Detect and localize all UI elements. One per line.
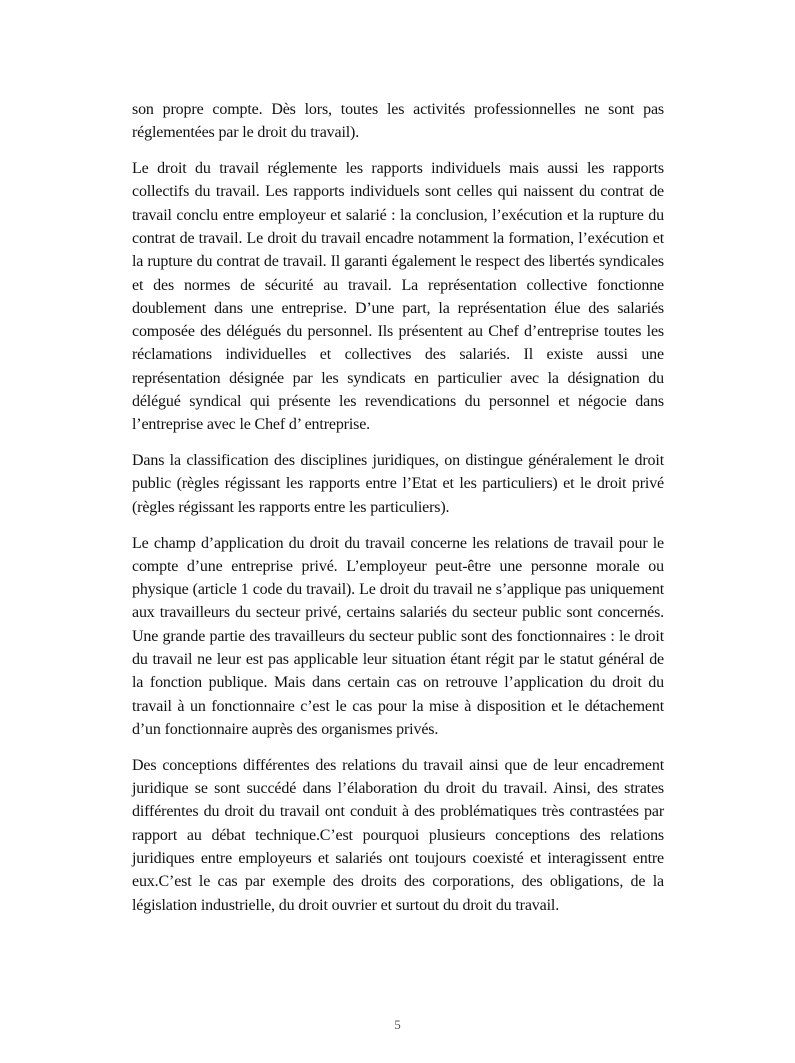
page-number: 5 [394,1017,401,1032]
paragraph-champ-application: Le champ d’application du droit du travail concerne les relations de travail pour le compte d’une entreprise privé. L’employeur peut-être une personne morale ou physique (article 1 code du travail). Le droit du travail ne s’applique pas uniquement aux travailleurs du secteur privé, certains salariés du secteur public sont concernés. Une grande partie des travailleurs du secteur public sont des fonctionnaires : le droit du travail ne leur est pas applicable leur situation étant régit par le statut général de la fonction publique. Mais dans certain cas on retrouve l’application du droit du travail à un fonctionnaire c’est le cas pour la mise à disposition et le détachement d’un fonctionnaire auprès des organismes privés. [132,534,664,738]
document-page [132,98,664,929]
paragraph-rapports-individuels-collectifs: Le droit du travail réglemente les rapports individuels mais aussi les rapports collectifs du travail. Les rapports individuels sont celles qui naissent du contrat de travail conclu entre employeur et salarié : la conclusion, l’exécution et la rupture du contrat de travail. Le droit du travail encadre notamment la formation, l’exécution et la rupture du contrat de travail. Il garanti également le respect des libertés syndicales et des normes de sécurité au travail. La représentation collective fonctionne doublement dans une entreprise. D’une part, la représentation élue des salariés composée des délégués du personnel. Ils présentent au Chef d’entreprise toutes les réclamations individuelles et collectives des salariés. Il existe aussi une représentation désignée par les syndicats en particulier avec la désignation du délégué syndical qui présente les revendications du personnel et négocie dans l’entreprise avec le Chef d’ entreprise. [132,160,664,434]
paragraph-continuation: son propre compte. Dès lors, toutes les activités professionnelles ne sont pas réglementées par le droit du travail). [132,101,664,142]
paragraph-classification: Dans la classification des disciplines juridiques, on distingue généralement le droit public (règles régissant les rapports entre l’Etat et les particuliers) et le droit privé (règles régissant les rapports entre les particuliers). [132,452,664,516]
paragraph-conceptions: Des conceptions différentes des relations du travail ainsi que de leur encadrement juridique se sont succédé dans l’élaboration du droit du travail. Ainsi, des strates différentes du droit du travail ont conduit à des problématiques très contrastées par rapport au débat technique.C’est pourquoi plusieurs conceptions des relations juridiques entre employeurs et salariés ont toujours coexisté et interagissent entre eux.C’est le cas par exemple des droits des corporations, des obligations, de la législation industrielle, du droit ouvrier et surtout du droit du travail. [132,756,664,914]
